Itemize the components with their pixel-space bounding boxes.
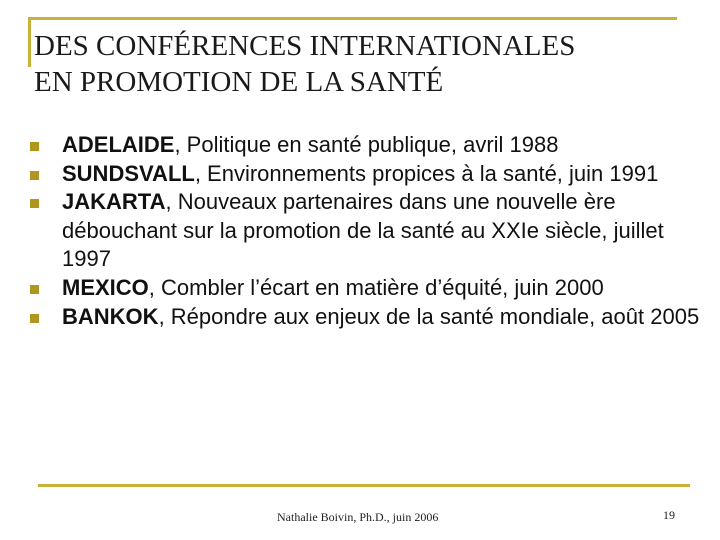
slide-title-line-1: DES CONFÉRENCES INTERNATIONALES [34, 30, 576, 62]
footer-rule [38, 484, 690, 487]
slide-title-line-2: EN PROMOTION DE LA SANTÉ [34, 66, 444, 98]
square-bullet-icon [30, 142, 39, 151]
title-frame-top-rule [30, 17, 677, 20]
square-bullet-icon [30, 314, 39, 323]
slide-title [34, 28, 694, 100]
conference-city: ADELAIDE [62, 132, 175, 157]
list-item-sundsvall [26, 160, 706, 189]
conference-city: SUNDSVALL [62, 160, 195, 186]
conference-details: , Répondre aux enjeux de la santé mondiale, août 2005 [158, 303, 700, 329]
list-item-jakarta [26, 188, 706, 274]
conference-city: BANKOK [62, 303, 159, 329]
list-item-mexico [26, 274, 706, 303]
footer-author: Nathalie Boivin, Ph.D., juin 2006 [277, 510, 439, 524]
conference-details: , Combler l’écart en matière d’équité, juin 2000 [148, 274, 604, 300]
conference-details: , Nouveaux partenaires dans une nouvelle ère débouchant sur la promotion de la santé au XXIe siècle, juillet 1997 [62, 189, 664, 272]
conference-city: JAKARTA [62, 189, 166, 215]
list-item-adelaide [26, 131, 706, 160]
conference-city: MEXICO [62, 274, 149, 300]
title-frame-left-rule [28, 17, 31, 67]
square-bullet-icon [30, 171, 39, 180]
square-bullet-icon [30, 199, 39, 208]
page-number: 19 [663, 508, 675, 522]
list-item-bankok [26, 303, 706, 332]
square-bullet-icon [30, 285, 39, 294]
conference-list [26, 131, 706, 331]
conference-details: , Environnements propices à la santé, juin 1991 [194, 160, 659, 186]
conference-details: , Politique en santé publique, avril 1988 [174, 132, 559, 157]
